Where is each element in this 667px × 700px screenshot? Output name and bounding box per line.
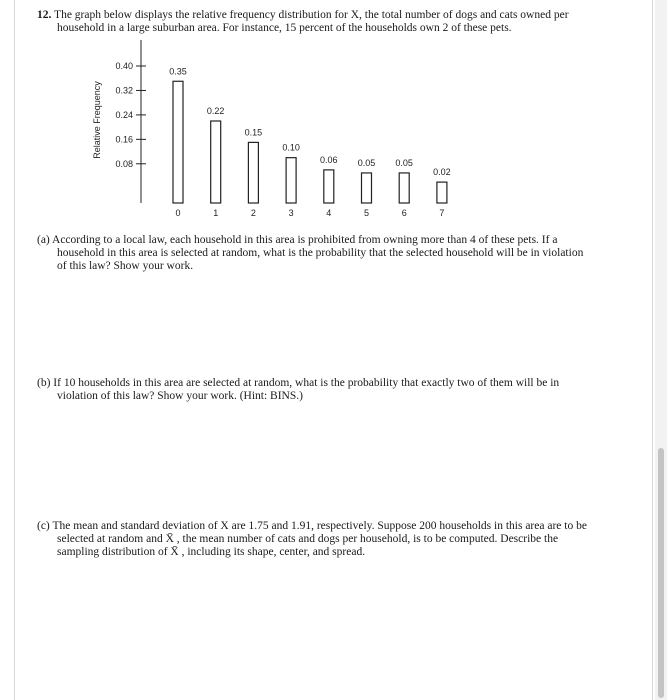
x-tick-label: 6 bbox=[401, 208, 407, 218]
x-tick-label: 3 bbox=[288, 208, 294, 218]
intro-line-2: household in a large suburban area. For instance, 15 percent of the households own 2 of these pets. bbox=[57, 22, 512, 34]
y-tick-label: 0.08 bbox=[115, 158, 133, 169]
bar bbox=[286, 158, 296, 203]
part-b bbox=[37, 377, 637, 403]
part-a-label: (a) bbox=[37, 234, 50, 246]
y-tick-label: 0.16 bbox=[115, 134, 133, 145]
part-a-line-1: According to a local law, each household in this area is prohibited from owning more than 4 of these pets. If a bbox=[52, 234, 558, 246]
part-a-line-3: of this law? Show your work. bbox=[57, 260, 194, 272]
problem-number: 12. bbox=[37, 9, 52, 21]
part-c-line-3: sampling distribution of X̄ , including its shape, center, and spread. bbox=[57, 546, 366, 558]
x-tick-label: 7 bbox=[439, 208, 445, 218]
scrollbar-thumb[interactable] bbox=[658, 448, 664, 698]
bar bbox=[437, 182, 447, 203]
y-tick-label: 0.24 bbox=[115, 109, 133, 120]
y-axis-title: Relative Frequency bbox=[92, 81, 102, 159]
y-tick-label: 0.40 bbox=[115, 61, 133, 71]
x-tick-label: 2 bbox=[250, 208, 256, 218]
part-c bbox=[37, 520, 642, 559]
relative-frequency-chart bbox=[15, 0, 652, 230]
bar bbox=[362, 173, 372, 203]
x-tick-label: 1 bbox=[213, 208, 219, 218]
part-a-line-2: household in this area is selected at random, what is the probability that the selected household will be in violation bbox=[57, 247, 584, 259]
bar-value-label: 0.22 bbox=[206, 106, 225, 116]
part-b-line-1: If 10 households in this area are selected at random, what is the probability that exactly two of them will be in bbox=[53, 377, 560, 389]
x-tick-label: 5 bbox=[363, 208, 370, 218]
part-c-line-1: The mean and standard deviation of X are 1.75 and 1.91, respectively. Suppose 200 households in this area are to be bbox=[52, 520, 587, 532]
part-b-label: (b) bbox=[37, 377, 51, 389]
y-tick-label: 0.32 bbox=[115, 85, 133, 96]
x-tick-label: 0 bbox=[175, 208, 181, 218]
bar bbox=[399, 173, 409, 203]
bar-value-label: 0.10 bbox=[282, 142, 300, 153]
bar bbox=[324, 170, 334, 203]
bar bbox=[173, 81, 183, 203]
bar-value-label: 0.35 bbox=[169, 66, 187, 77]
x-tick-label: 4 bbox=[326, 208, 332, 218]
bar-value-label: 0.06 bbox=[320, 154, 338, 165]
bar bbox=[211, 121, 221, 203]
bar-value-label: 0.02 bbox=[433, 167, 451, 178]
part-c-line-2: selected at random and X̄ , the mean number of cats and dogs per household, is to be computed. Describe the bbox=[57, 533, 559, 545]
bar-value-label: 0.05 bbox=[357, 157, 376, 168]
intro-line-1: The graph below displays the relative frequency distribution for X, the total number of dogs and cats owned per bbox=[54, 9, 569, 21]
worksheet-page bbox=[14, 0, 653, 700]
bar-value-label: 0.15 bbox=[244, 127, 263, 138]
bar bbox=[248, 142, 258, 203]
part-a bbox=[37, 234, 637, 273]
part-b-line-2: violation of this law? Show your work. (Hint: BINS.) bbox=[57, 390, 303, 402]
part-c-label: (c) bbox=[37, 520, 50, 532]
vertical-scrollbar[interactable] bbox=[655, 0, 667, 700]
bar-value-label: 0.05 bbox=[395, 157, 413, 168]
